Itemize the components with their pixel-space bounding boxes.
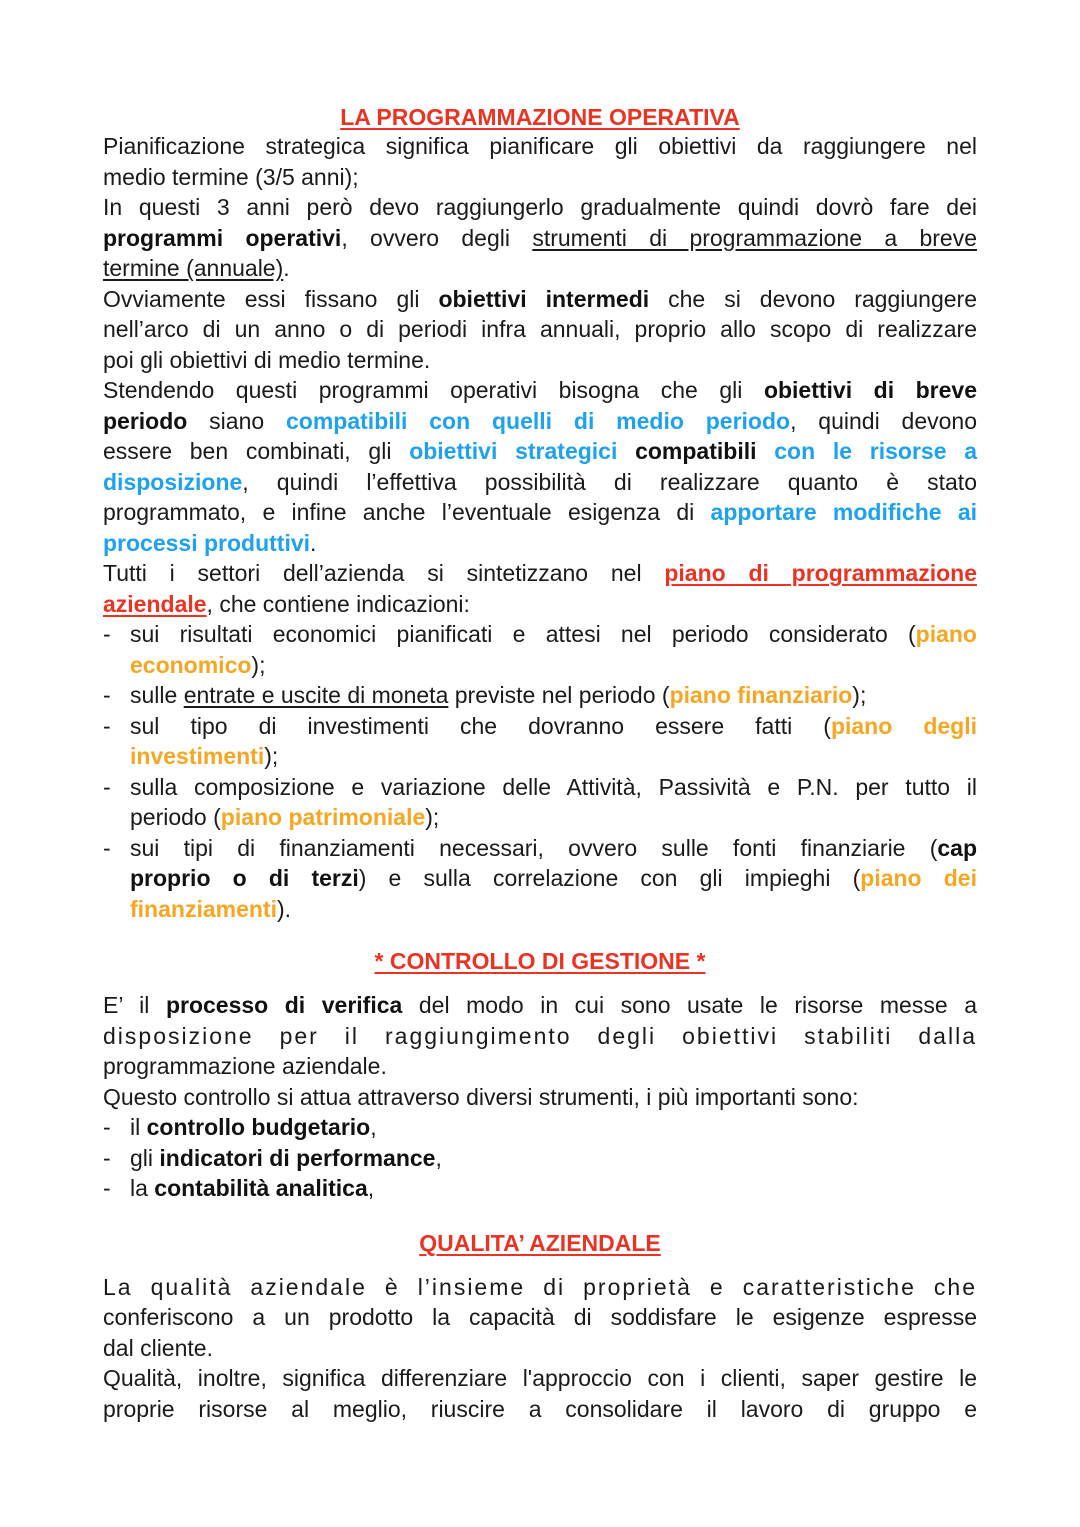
text-span: siano — [187, 407, 287, 434]
section-title-programmazione: LA PROGRAMMAZIONE OPERATIVA — [340, 104, 740, 130]
underlined-term: termine (annuale) — [103, 255, 284, 281]
paragraph-line — [103, 558, 977, 589]
highlight-blue: obiettivi strategici — [409, 438, 618, 464]
text-span: , — [435, 1144, 442, 1171]
paragraph-line — [103, 497, 977, 528]
text-span: ). — [276, 895, 292, 922]
paragraph-line: dal cliente. — [103, 1334, 213, 1361]
list-item-continuation — [103, 894, 977, 925]
paragraph-line — [103, 990, 977, 1021]
paragraph-line — [103, 284, 977, 315]
highlight-orange: investimenti — [130, 743, 265, 769]
highlight-blue: apportare modifiche ai — [710, 499, 978, 525]
paragraph-line: proprie risorse al meglio, riuscire a consolidare il lavoro di gruppo e — [103, 1395, 977, 1422]
paragraph-line: nell’arco di un anno o di periodi infra annuali, proprio allo scopo di realizzare — [103, 316, 977, 342]
bold-term: processo di verifica — [165, 992, 403, 1018]
paragraph-line — [103, 528, 977, 559]
highlight-orange: finanziamenti — [130, 895, 277, 922]
paragraph-line — [103, 375, 977, 406]
list-item: - sulla composizione e variazione delle Attività, Passività e P.N. per tutto il — [103, 772, 977, 803]
paragraph-line — [103, 253, 977, 284]
text-span: , — [370, 1114, 377, 1140]
bold-term: indicatori di performance — [159, 1144, 436, 1171]
paragraph-line: poi gli obiettivi di medio termine. — [103, 346, 431, 373]
paragraph-line — [103, 406, 977, 437]
paragraph-line: Qualità, inoltre, significa differenziare l'approccio con i clienti, saper gestire le — [103, 1365, 977, 1391]
highlight-orange: economico — [130, 651, 252, 678]
text-span: , che contiene indicazioni: — [206, 590, 470, 617]
text-span: . — [310, 529, 317, 556]
text-span: Tutti i settori dell’azienda si sintetizzano nel — [103, 560, 665, 586]
list-item-continuation — [103, 802, 977, 833]
text-span: che si devono raggiungere — [649, 285, 977, 312]
text-span: E’ il — [103, 992, 166, 1018]
highlight-red: piano di programmazione — [664, 560, 977, 586]
paragraph-line: Pianificazione strategica significa pianificare gli obiettivi da raggiungere nel — [103, 133, 977, 159]
text-span: previste nel periodo ( — [448, 682, 670, 708]
highlight-blue: con le risorse a — [774, 438, 978, 464]
text-span: sul tipo di investimenti che dovranno essere fatti ( — [130, 712, 831, 739]
list-item — [103, 619, 977, 650]
highlight-orange: piano dei — [860, 865, 977, 891]
bold-term: cap — [937, 834, 977, 861]
text-span: , ovvero degli — [341, 224, 533, 251]
highlight-orange: piano finanziario — [669, 682, 853, 708]
paragraph-line: programmazione aziendale. — [103, 1053, 387, 1079]
text-span: essere ben combinati, gli — [103, 438, 410, 464]
paragraph-line: In questi 3 anni però devo raggiungerlo gradualmente quindi dovrò fare dei — [103, 194, 977, 220]
text-span: il — [130, 1114, 147, 1140]
text-span: ) e sulla correlazione con gli impieghi ( — [358, 865, 861, 891]
text-span: Stendendo questi programmi operativi bisogna che gli — [103, 377, 764, 403]
bold-term: programmi operativi — [103, 224, 342, 251]
paragraph-line — [103, 467, 977, 498]
text-span: ); — [852, 682, 867, 708]
text-span: , quindi l’effettiva possibilità di realizzare quanto è stato — [242, 468, 977, 495]
bold-term: compatibili — [635, 438, 757, 464]
text-span: sui risultati economici pianificati e attesi nel periodo considerato ( — [130, 621, 916, 647]
bold-term: obiettivi intermedi — [438, 285, 650, 312]
text-span — [617, 438, 635, 464]
paragraph-line — [103, 436, 977, 467]
highlight-blue: disposizione — [103, 468, 243, 495]
underlined-term: entrate e uscite di moneta — [183, 682, 449, 708]
highlight-red: aziendale — [103, 590, 207, 617]
text-span: periodo ( — [130, 804, 221, 830]
text-span: , quindi devono — [790, 407, 977, 434]
text-span: ); — [425, 804, 440, 830]
bold-term: contabilità analitica — [154, 1175, 368, 1201]
highlight-orange: piano degli — [830, 712, 977, 739]
paragraph-line: disposizione per il raggiungimento degli obiettivi stabiliti dalla — [103, 1022, 977, 1049]
section-title-qualita: QUALITA’ AZIENDALE — [419, 1229, 661, 1256]
list-item-continuation — [103, 863, 977, 894]
highlight-blue: processi produttivi — [103, 529, 311, 556]
text-span: gli — [130, 1144, 160, 1171]
bold-term: obiettivi di breve — [763, 377, 978, 403]
paragraph-line: medio termine (3/5 anni); — [103, 163, 359, 190]
text-span: Ovviamente essi fissano gli — [103, 285, 439, 312]
list-item — [103, 1112, 977, 1143]
text-span — [757, 438, 775, 464]
list-item-continuation — [103, 741, 977, 772]
underlined-term: strumenti di programmazione a breve — [532, 224, 977, 251]
list-item — [103, 1143, 977, 1174]
bold-term: controllo budgetario — [146, 1114, 371, 1140]
text-span: , — [367, 1175, 375, 1201]
list-item — [103, 711, 977, 742]
paragraph-line: Questo controllo si attua attraverso diversi strumenti, i più importanti sono: — [103, 1083, 859, 1110]
list-item-continuation — [103, 650, 977, 681]
text-span: . — [283, 255, 290, 281]
highlight-orange: piano patrimoniale — [220, 804, 426, 830]
paragraph-line: La qualità aziendale è l’insieme di proprietà e caratteristiche che — [103, 1273, 977, 1300]
text-span: del modo in cui sono usate le risorse messe a — [402, 992, 977, 1018]
list-item — [103, 833, 977, 864]
list-item — [103, 1173, 977, 1204]
list-item — [103, 680, 977, 711]
text-span: ); — [251, 651, 266, 678]
text-span: sulle — [130, 682, 184, 708]
highlight-orange: piano — [915, 621, 977, 647]
bold-term: periodo — [103, 407, 188, 434]
text-span: la — [130, 1175, 155, 1201]
text-span: programmato, e infine anche l’eventuale esigenza di — [103, 499, 711, 525]
section-title-controllo: * CONTROLLO DI GESTIONE * — [374, 948, 706, 974]
paragraph-line — [103, 589, 977, 620]
text-span: sui tipi di finanziamenti necessari, ovvero sulle fonti finanziarie ( — [130, 834, 938, 861]
text-span: ); — [264, 743, 279, 769]
paragraph-line: conferiscono a un prodotto la capacità di soddisfare le esigenze espresse — [103, 1304, 977, 1330]
paragraph-line — [103, 223, 977, 254]
document-page — [103, 103, 977, 1424]
bold-term: proprio o di terzi — [130, 865, 359, 891]
highlight-blue: compatibili con quelli di medio periodo — [286, 407, 791, 434]
